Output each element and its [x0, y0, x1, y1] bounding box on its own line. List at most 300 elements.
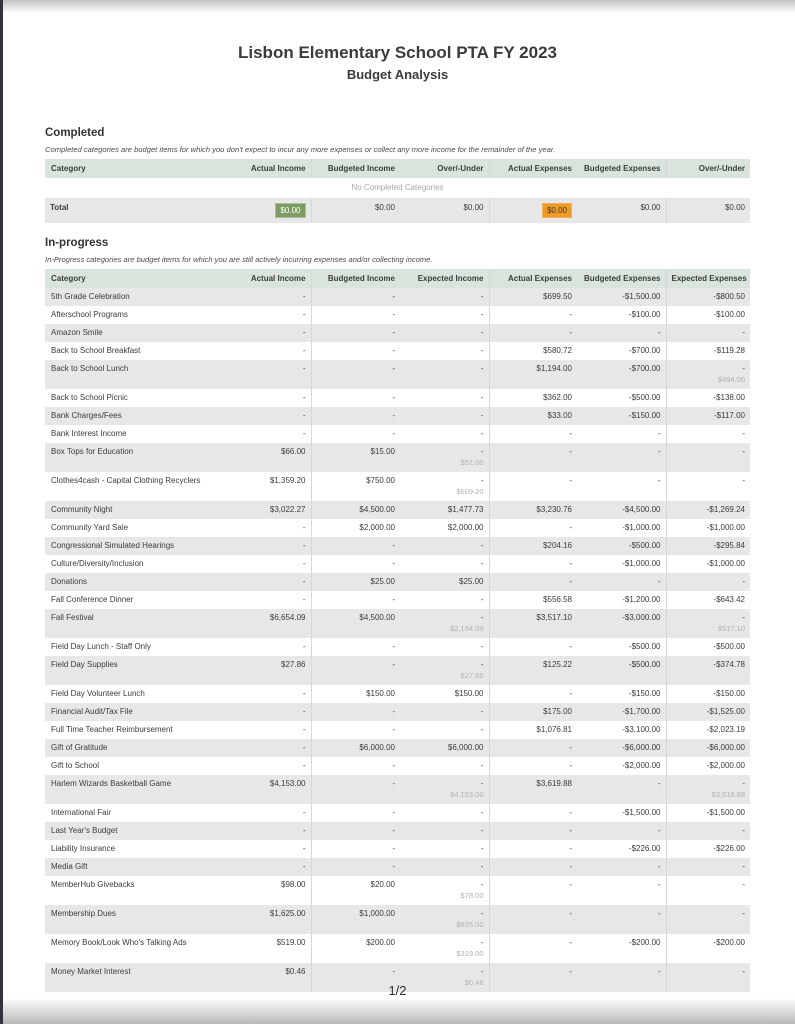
value-main: -	[742, 779, 745, 788]
category-cell: Congressional Simulated Hearings	[45, 537, 245, 555]
category-cell: Afterschool Programs	[51, 310, 128, 319]
value-cell	[666, 609, 750, 638]
total-value-cell: $0.00	[577, 198, 666, 223]
value-cell: -$2,000.00	[577, 757, 666, 775]
value-cell: -$150.00	[713, 689, 745, 698]
value-cell: -	[392, 429, 395, 438]
value-cell: -$100.00	[577, 306, 666, 324]
table-row	[45, 739, 750, 757]
value-cell: -	[245, 407, 311, 425]
column-header: Over/-Under	[400, 159, 489, 178]
value-cell: -	[577, 443, 666, 472]
column-header: Budgeted Expenses	[577, 269, 666, 288]
value-expected-sub: $0.46	[464, 978, 484, 987]
value-cell: -	[392, 393, 395, 402]
value-cell: -	[400, 306, 489, 324]
value-cell: $66.00	[245, 443, 311, 472]
in-progress-header-row	[45, 269, 750, 288]
value-cell: -	[245, 324, 311, 342]
category-cell: Community Night	[45, 501, 245, 519]
value-cell: -$500.00	[577, 656, 666, 685]
table-row	[45, 905, 750, 934]
value-main: -	[480, 613, 484, 622]
value-cell: -	[245, 342, 311, 360]
value-cell: -	[245, 306, 311, 324]
category-cell: Donations	[45, 573, 245, 591]
category-cell: Culture/Diversity/Inclusion	[51, 559, 144, 568]
value-cell: -$138.00	[713, 393, 745, 402]
value-cell: -$3,100.00	[577, 721, 666, 739]
value-cell: $1,076.81	[536, 725, 572, 734]
column-header: Category	[45, 159, 245, 178]
value-cell: -	[666, 905, 750, 934]
value-cell: -	[742, 880, 745, 889]
value-main: -	[480, 938, 484, 947]
value-cell: -$1,000.00	[706, 559, 745, 568]
orange-highlight-badge: $0.00	[542, 203, 572, 218]
value-cell: -	[245, 555, 311, 573]
table-row	[45, 638, 750, 656]
value-expected-sub: $51.00	[460, 458, 484, 467]
value-cell: -	[577, 472, 666, 501]
category-cell: Money Market Interest	[45, 963, 245, 992]
table-row	[45, 306, 750, 324]
value-cell: -	[569, 310, 572, 319]
table-row	[45, 537, 750, 555]
value-cell	[400, 609, 489, 638]
value-cell: -	[666, 858, 750, 876]
value-cell: -$1,200.00	[577, 591, 666, 609]
table-row	[45, 443, 750, 472]
page-subtitle: Budget Analysis	[346, 67, 449, 82]
value-cell: $2,000.00	[359, 523, 395, 532]
value-cell: -	[245, 822, 311, 840]
category-cell: Harlem Wizards Basketball Game	[45, 775, 245, 804]
category-cell: Back to School Picnic	[51, 393, 128, 402]
table-row	[45, 609, 750, 638]
value-cell: -	[392, 346, 395, 355]
value-cell: -	[400, 389, 489, 407]
value-cell: -	[245, 757, 311, 775]
value-cell: -	[245, 858, 311, 876]
value-cell: -$1,500.00	[577, 288, 666, 306]
value-cell: -$1,000.00	[577, 519, 666, 537]
value-cell: -	[489, 858, 577, 876]
table-row	[45, 840, 750, 858]
total-value-cell: $0.00	[666, 198, 750, 223]
value-cell: -$100.00	[713, 310, 745, 319]
value-cell: $15.00	[311, 443, 400, 472]
empty-categories-row	[45, 178, 750, 198]
value-cell	[666, 360, 750, 389]
table-row	[45, 519, 750, 537]
value-cell: -	[392, 725, 395, 734]
value-cell: -	[400, 342, 489, 360]
value-expected-sub: $625.00	[456, 920, 484, 929]
category-cell: Field Day Volunteer Lunch	[51, 689, 145, 698]
table-row	[45, 721, 750, 739]
value-expected-sub: $2,154.09	[450, 624, 484, 633]
value-cell: -	[489, 822, 577, 840]
value-cell: -	[245, 804, 311, 822]
category-cell: Last Year's Budget	[45, 822, 245, 840]
value-main: -	[480, 660, 484, 669]
value-cell: $125.22	[489, 656, 577, 685]
table-row	[45, 555, 750, 573]
value-cell: -$1,700.00	[577, 703, 666, 721]
value-cell: -$226.00	[713, 844, 745, 853]
value-cell: -	[400, 638, 489, 656]
value-cell: -$800.50	[666, 288, 750, 306]
value-cell: -	[666, 324, 750, 342]
value-cell: $175.00	[489, 703, 577, 721]
value-cell: $519.00	[245, 934, 311, 963]
value-cell: -	[392, 595, 395, 604]
value-cell: -$2,023.19	[706, 725, 745, 734]
completed-table	[45, 159, 750, 223]
total-value-cell	[489, 198, 577, 223]
value-cell: -$117.00	[666, 407, 750, 425]
value-cell: -	[577, 425, 666, 443]
value-cell	[400, 656, 489, 685]
category-cell: Gift of Gratitude	[45, 739, 245, 757]
value-cell: -	[569, 808, 572, 817]
category-cell: Box Tops for Education	[45, 443, 245, 472]
column-header: Budgeted Income	[311, 159, 400, 178]
value-cell: -	[311, 963, 400, 992]
in-progress-heading: In-progress	[45, 237, 109, 249]
value-cell: -	[311, 822, 400, 840]
category-cell: Media Gift	[45, 858, 245, 876]
page-number: 1/2	[388, 983, 407, 998]
value-cell: -	[666, 573, 750, 591]
value-cell: -$1,525.00	[666, 703, 750, 721]
value-cell: -	[311, 656, 400, 685]
value-cell: -$150.00	[577, 685, 666, 703]
category-cell: Field Day Lunch - Staff Only	[51, 642, 151, 651]
value-cell: -$1,269.24	[666, 501, 750, 519]
value-cell: -	[245, 685, 311, 703]
value-cell: -	[245, 360, 311, 389]
table-row	[45, 324, 750, 342]
value-cell: -$1,500.00	[577, 804, 666, 822]
value-cell: -$2,000.00	[706, 761, 745, 770]
value-cell: -	[400, 840, 489, 858]
value-cell: -$500.00	[577, 638, 666, 656]
page-title: Lisbon Elementary School PTA FY 2023	[238, 43, 557, 62]
value-main: -	[480, 476, 484, 485]
value-cell: $4,500.00	[311, 609, 400, 638]
value-cell: $3,230.76	[489, 501, 577, 519]
value-cell: -$700.00	[577, 342, 666, 360]
value-cell: -	[392, 559, 395, 568]
value-expected-sub: $517.10	[717, 624, 745, 633]
green-highlight-badge: $0.00	[275, 203, 305, 218]
value-expected-sub: $4,153.00	[450, 790, 484, 799]
category-cell: Gift to School	[51, 761, 100, 770]
value-cell: $699.50	[489, 288, 577, 306]
category-cell: Clothes4cash - Capital Clothing Recyclers	[51, 476, 201, 485]
table-row	[45, 858, 750, 876]
value-cell: -	[400, 537, 489, 555]
value-cell: $3,022.27	[245, 501, 311, 519]
table-row	[45, 703, 750, 721]
value-cell: -	[666, 822, 750, 840]
column-header: Over/-Under	[666, 159, 750, 178]
column-header: Expected Expenses	[666, 269, 750, 288]
value-cell: -	[245, 537, 311, 555]
table-row	[45, 573, 750, 591]
value-cell: $25.00	[400, 573, 489, 591]
value-main: -	[480, 880, 484, 889]
value-cell: -$6,000.00	[666, 739, 750, 757]
value-cell: $3,517.10	[489, 609, 577, 638]
value-cell: -	[311, 858, 400, 876]
value-cell: -	[311, 288, 400, 306]
table-row	[45, 501, 750, 519]
category-cell: Field Day Supplies	[45, 656, 245, 685]
value-cell: -	[569, 689, 572, 698]
value-cell: $1,194.00	[489, 360, 577, 389]
column-header: Expected Income	[400, 269, 489, 288]
value-cell: -	[577, 905, 666, 934]
value-cell: -	[311, 407, 400, 425]
category-cell: Fall Conference Dinner	[51, 595, 134, 604]
value-cell: -	[311, 360, 400, 389]
total-row	[45, 198, 750, 223]
value-cell: -	[245, 573, 311, 591]
value-cell: $27.86	[245, 656, 311, 685]
value-cell: -	[245, 288, 311, 306]
value-expected-sub: $319.00	[456, 949, 484, 958]
value-cell: -	[577, 876, 666, 905]
in-progress-note: In-Progress categories are budget items for which you are still actively incurring expenses and/or collecting income.	[45, 255, 433, 264]
table-row	[45, 822, 750, 840]
value-cell: -$1,500.00	[706, 808, 745, 817]
value-cell: $6,654.09	[245, 609, 311, 638]
category-cell: Bank Charges/Fees	[45, 407, 245, 425]
value-cell: -	[569, 642, 572, 651]
value-cell: -	[400, 822, 489, 840]
value-cell: $150.00	[366, 689, 395, 698]
value-cell	[400, 905, 489, 934]
value-cell: -	[569, 761, 572, 770]
value-cell: -	[245, 739, 311, 757]
value-main: -	[480, 909, 484, 918]
value-cell	[666, 775, 750, 804]
value-cell: -	[392, 761, 395, 770]
value-cell: -	[245, 591, 311, 609]
value-cell: -	[489, 963, 577, 992]
column-header: Actual Expenses	[489, 269, 577, 288]
column-header: Actual Income	[245, 159, 311, 178]
value-cell: -	[400, 591, 489, 609]
value-cell: -	[311, 537, 400, 555]
value-cell: -$643.42	[713, 595, 745, 604]
value-cell: -$226.00	[577, 840, 666, 858]
value-cell: -	[489, 443, 577, 472]
value-cell: -	[400, 721, 489, 739]
table-row	[45, 934, 750, 963]
table-row	[45, 876, 750, 905]
value-cell: $4,153.00	[245, 775, 311, 804]
value-cell: -	[400, 324, 489, 342]
table-row	[45, 407, 750, 425]
table-row	[45, 472, 750, 501]
value-cell: -	[577, 775, 666, 804]
table-row	[45, 389, 750, 407]
column-header: Actual Expenses	[489, 159, 577, 178]
category-cell: Community Yard Sale	[51, 523, 129, 532]
value-cell: -	[311, 703, 400, 721]
value-cell: -	[311, 324, 400, 342]
value-expected-sub: $78.00	[460, 891, 484, 900]
bottom-gradient	[0, 998, 795, 1024]
value-cell: -$295.84	[666, 537, 750, 555]
value-cell: -	[569, 523, 572, 532]
category-cell: Amazon Smile	[45, 324, 245, 342]
value-main: -	[480, 967, 484, 976]
value-cell: $750.00	[366, 476, 395, 485]
value-cell	[400, 472, 489, 501]
total-value-cell	[245, 198, 311, 223]
value-cell	[400, 934, 489, 963]
category-cell: Memory Book/Look Who's Talking Ads	[51, 938, 187, 947]
column-header: Budgeted Income	[311, 269, 400, 288]
value-cell: -$500.00	[577, 389, 666, 407]
value-cell: $98.00	[245, 876, 311, 905]
value-cell: -$119.28	[714, 346, 745, 355]
completed-heading: Completed	[45, 127, 105, 139]
value-cell: -	[489, 324, 577, 342]
value-cell: -	[245, 840, 311, 858]
total-value-cell: $0.00	[311, 198, 400, 223]
value-cell: -	[400, 858, 489, 876]
value-cell: $20.00	[370, 880, 395, 889]
value-cell: -	[400, 360, 489, 389]
document-page	[45, 0, 750, 992]
value-cell: -$200.00	[577, 934, 666, 963]
category-cell: Back to School Breakfast	[51, 346, 141, 355]
category-cell: MemberHub Givebacks	[51, 880, 135, 889]
value-cell: -	[400, 804, 489, 822]
value-cell: $556.58	[543, 595, 572, 604]
value-cell: $6,000.00	[400, 739, 489, 757]
table-row	[45, 757, 750, 775]
value-cell: -	[400, 407, 489, 425]
value-expected-sub: $27.86	[460, 671, 484, 680]
value-cell: $204.16	[489, 537, 577, 555]
value-cell: $25.00	[311, 573, 400, 591]
value-cell: -	[569, 844, 572, 853]
value-cell: -	[577, 324, 666, 342]
total-value-cell: $0.00	[400, 198, 489, 223]
value-cell: -	[400, 703, 489, 721]
table-row	[45, 288, 750, 306]
value-cell	[400, 876, 489, 905]
table-row	[45, 804, 750, 822]
category-cell: Full Time Teacher Reimbursement	[51, 725, 173, 734]
completed-header-row	[45, 159, 750, 178]
value-cell: -	[569, 476, 572, 485]
value-cell: -	[569, 559, 572, 568]
value-cell: -$500.00	[577, 537, 666, 555]
value-cell: $2,000.00	[400, 519, 489, 537]
value-cell: $6,000.00	[311, 739, 400, 757]
value-expected-sub: $494.00	[717, 375, 745, 384]
table-row	[45, 360, 750, 389]
value-cell: $1,477.73	[400, 501, 489, 519]
value-cell: $580.72	[543, 346, 572, 355]
value-cell: -$1,000.00	[706, 523, 745, 532]
value-cell	[400, 443, 489, 472]
value-cell	[400, 775, 489, 804]
value-cell: -	[245, 519, 311, 537]
value-cell: -	[666, 443, 750, 472]
table-row	[45, 425, 750, 443]
value-cell: -	[742, 429, 745, 438]
column-header: Category	[45, 269, 245, 288]
table-row	[45, 656, 750, 685]
category-cell: Membership Dues	[45, 905, 245, 934]
value-cell: -$200.00	[713, 938, 745, 947]
table-row	[45, 775, 750, 804]
value-cell: -$6,000.00	[577, 739, 666, 757]
value-main: -	[742, 364, 745, 373]
table-row	[45, 591, 750, 609]
value-main: -	[742, 613, 745, 622]
value-cell: -	[489, 573, 577, 591]
completed-body	[45, 178, 750, 223]
value-cell: -	[489, 739, 577, 757]
value-cell: -	[400, 555, 489, 573]
value-cell: -$500.00	[713, 642, 745, 651]
category-cell: 5th Grade Celebration	[45, 288, 245, 306]
completed-note: Completed categories are budget items for which you don't expect to incur any more expenses or collect any more income for the remainder of the year.	[45, 145, 556, 154]
category-cell: Fall Festival	[45, 609, 245, 638]
value-cell: -$3,000.00	[577, 609, 666, 638]
value-main: -	[480, 447, 484, 456]
value-cell: -	[577, 822, 666, 840]
value-cell: -$150.00	[577, 407, 666, 425]
value-cell: $0.46	[245, 963, 311, 992]
value-main: -	[480, 779, 484, 788]
value-cell: -	[245, 721, 311, 739]
column-header: Budgeted Expenses	[577, 159, 666, 178]
value-cell: -	[489, 905, 577, 934]
value-cell: -	[400, 757, 489, 775]
value-cell: -	[742, 476, 745, 485]
value-cell: -$374.78	[666, 656, 750, 685]
value-cell: -	[577, 858, 666, 876]
category-cell: International Fair	[51, 808, 112, 817]
value-cell: -	[400, 425, 489, 443]
value-cell: -	[569, 429, 572, 438]
page-left-edge	[0, 0, 3, 1024]
in-progress-table	[45, 269, 750, 992]
value-cell: -	[392, 310, 395, 319]
empty-categories-message: No Completed Categories	[351, 183, 444, 192]
value-cell: $1,000.00	[311, 905, 400, 934]
table-row	[45, 342, 750, 360]
value-cell: -$4,500.00	[577, 501, 666, 519]
category-cell: Financial Audit/Tax File	[45, 703, 245, 721]
value-cell: -	[577, 573, 666, 591]
in-progress-section	[45, 237, 750, 992]
category-cell: Liability Insurance	[51, 844, 116, 853]
value-cell: -	[392, 808, 395, 817]
value-cell: -	[569, 938, 572, 947]
